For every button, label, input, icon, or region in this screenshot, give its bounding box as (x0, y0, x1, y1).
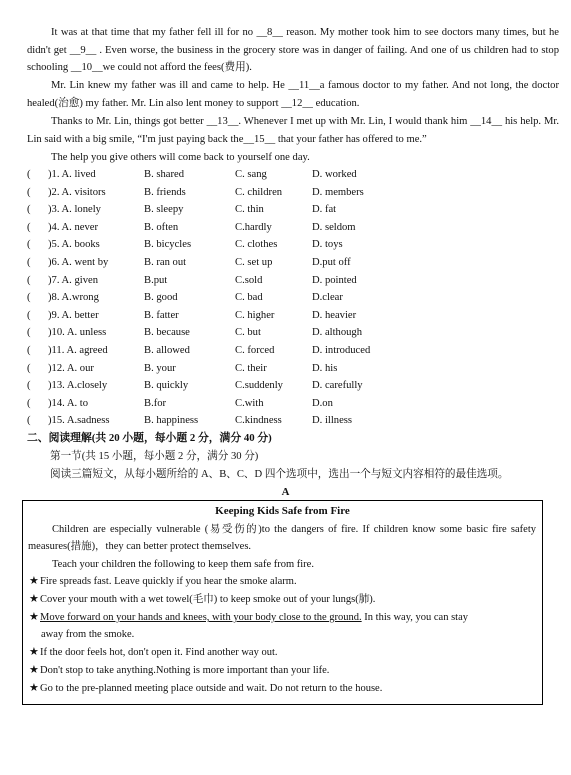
safety-tip: ★Cover your mouth with a wet towel(毛巾) to keep smoke out of your lungs(肺). (29, 591, 537, 608)
question-option-b: B. sleepy (144, 204, 184, 216)
question-option-c: C. bad (235, 292, 263, 304)
question-option-b: B. shared (144, 169, 185, 180)
question-option-a: )11. A. agreed (48, 345, 108, 356)
answer-paren-open: ( (27, 169, 31, 180)
question-row (27, 236, 567, 254)
question-option-b: B. ran out (144, 257, 187, 268)
question-option-d: D. worked (312, 169, 357, 180)
question-option-d: D. toys (312, 239, 343, 251)
question-option-d: D. his (312, 362, 338, 374)
question-row (27, 201, 567, 219)
safety-tip: ★Don't stop to take anything.Nothing is more important than your life. (29, 662, 537, 679)
question-row (27, 289, 567, 307)
question-option-c: C. higher (235, 309, 275, 321)
passage-intro-2: Teach your children the following to keep them safe from fire. (52, 559, 314, 570)
question-option-d: D. pointed (312, 274, 357, 286)
answer-paren-open: ( (27, 239, 31, 251)
star-bullet-icon: ★ (29, 682, 39, 694)
cloze-paragraph-3: Thanks to Mr. Lin, things got better __13__. Whenever I met up with Mr. Lin, I would thank him __14__ his help. Mr. Lin said with a big smile, “I'm just paying back the__15__ that your father has offered to me.” (27, 116, 559, 145)
safety-tip: ★Go to the pre-planned meeting place outside and wait. Do not return to the house. (29, 680, 537, 697)
question-option-d: D.put off (312, 257, 351, 268)
question-option-c: C. clothes (235, 239, 278, 251)
star-bullet-icon: ★ (29, 611, 39, 623)
question-option-c: C.with (235, 397, 264, 409)
question-option-c: C. thin (235, 204, 264, 216)
question-option-c: C.suddenly (235, 380, 283, 392)
question-option-a: )9. A. better (48, 309, 99, 321)
question-option-b: B. your (144, 362, 176, 374)
answer-paren-open: ( (27, 186, 31, 198)
question-option-b: B. often (144, 221, 179, 233)
passage-intro-1: Children are especially vulnerable (易受伤的)to the dangers of fire. If children know some basic fire safety measures(措施)，they can better protect themselves. (28, 524, 536, 553)
question-option-c: C. children (235, 186, 283, 198)
question-option-d: D. illness (312, 415, 353, 427)
question-option-a: )8. A.wrong (48, 292, 99, 304)
question-option-b: B. allowed (144, 345, 190, 356)
underlined-sentence: Move forward on your hands and knees, with your body close to the ground. (40, 612, 362, 623)
question-option-a: )13. A.closely (48, 380, 108, 392)
answer-paren-open: ( (27, 362, 31, 374)
question-row (27, 360, 567, 378)
answer-paren-open: ( (27, 345, 31, 356)
question-option-a: )5. A. books (48, 239, 100, 251)
star-bullet-icon: ★ (29, 646, 39, 658)
answer-paren-open: ( (27, 292, 31, 304)
question-option-c: C. set up (235, 257, 273, 268)
safety-tip: ★If the door feels hot, don't open it. Find another way out. (29, 644, 537, 661)
question-option-d: D. seldom (312, 221, 356, 233)
question-row (27, 377, 567, 395)
answer-paren-open: ( (27, 397, 31, 409)
cloze-paragraph-2: Mr. Lin knew my father was ill and came to help. He __11__a famous doctor to my father. And not long, the doctor healed(治愈) my father. Mr. Lin also lent money to support __12__ education. (27, 80, 559, 109)
passage-a-box (22, 500, 543, 705)
answer-paren-open: ( (27, 204, 31, 216)
question-option-a: )1. A. lived (48, 169, 96, 180)
question-option-d: D. fat (312, 204, 337, 216)
question-option-c: C.sold (235, 274, 263, 286)
question-row (27, 272, 567, 290)
question-option-b: B.put (144, 274, 168, 286)
question-option-d: D.clear (312, 292, 343, 304)
question-option-b: B.for (144, 397, 167, 409)
question-option-b: B. friends (144, 186, 186, 198)
question-option-b: B. because (144, 327, 190, 339)
question-option-b: B. bicycles (144, 239, 192, 251)
question-option-c: C.kindness (235, 415, 282, 427)
question-row (27, 412, 567, 430)
question-option-c: C.hardly (235, 221, 272, 233)
answer-paren-open: ( (27, 274, 31, 286)
passage-title: Keeping Kids Safe from Fire (215, 505, 350, 517)
star-bullet-icon: ★ (29, 593, 39, 605)
question-option-d: D. introduced (312, 345, 371, 356)
question-row (27, 219, 567, 237)
answer-paren-open: ( (27, 309, 31, 321)
section-heading: 二、阅读理解(共 20 小题，每小题 2 分，满分 40 分) (27, 432, 272, 444)
question-option-b: B. good (144, 292, 178, 304)
question-option-d: D. heavier (312, 309, 357, 321)
question-option-c: C. but (235, 327, 261, 339)
question-option-a: )2. A. visitors (48, 186, 106, 198)
question-row (27, 324, 567, 342)
question-option-d: D. carefully (312, 380, 363, 392)
question-option-a: )12. A. our (48, 362, 94, 374)
answer-paren-open: ( (27, 380, 31, 392)
instruction-text: 阅读三篇短文，从每小题所给的 A、B、C、D 四个选项中，选出一个与短文内容相符的最佳选项。 (50, 469, 509, 480)
cloze-paragraph-4: The help you give others will come back to yourself one day. (51, 152, 310, 163)
question-option-c: C. sang (235, 169, 267, 180)
question-row (27, 166, 567, 184)
question-row (27, 342, 567, 360)
question-option-b: B. fatter (144, 309, 179, 321)
part-heading: 第一节(共 15 小题，每小题 2 分，满分 30 分) (50, 451, 259, 462)
answer-paren-open: ( (27, 327, 31, 339)
passage-letter: A (281, 486, 290, 498)
question-row (27, 395, 567, 413)
question-row (27, 184, 567, 202)
question-option-d: D. although (312, 327, 363, 339)
question-option-c: C. their (235, 362, 267, 374)
safety-tip: ★Fire spreads fast. Leave quickly if you hear the smoke alarm. (29, 573, 537, 590)
star-bullet-icon: ★ (29, 664, 39, 676)
safety-tip: ★Move forward on your hands and knees, with your body close to the ground. In this way, you can stay away from the smoke. (29, 611, 468, 641)
question-option-d: D. members (312, 186, 364, 198)
question-option-b: B. happiness (144, 415, 199, 427)
star-bullet-icon: ★ (29, 575, 39, 587)
question-option-a: )14. A. to (48, 397, 89, 409)
answer-paren-open: ( (27, 257, 31, 268)
question-option-d: D.on (312, 397, 333, 409)
question-option-a: )6. A. went by (48, 257, 109, 268)
question-option-c: C. forced (235, 345, 275, 356)
question-option-a: )3. A. lonely (48, 204, 101, 216)
question-option-a: )10. A. unless (48, 327, 107, 339)
question-option-a: )7. A. given (48, 274, 99, 286)
answer-paren-open: ( (27, 221, 31, 233)
answer-paren-open: ( (27, 415, 31, 427)
question-row (27, 307, 567, 325)
cloze-paragraph-1: It was at that time that my father fell ill for no __8__ reason. My mother took him to see doctors many times, but he didn't get __9__ . Even worse, the business in the grocery store was in danger of failing. And one of us children had to stop schooling __10__we could not afford the fees(费用). (27, 27, 559, 74)
question-row (27, 254, 567, 272)
question-option-b: B. quickly (144, 380, 189, 392)
question-option-a: )4. A. never (48, 221, 99, 233)
question-option-a: )15. A.sadness (48, 415, 110, 427)
